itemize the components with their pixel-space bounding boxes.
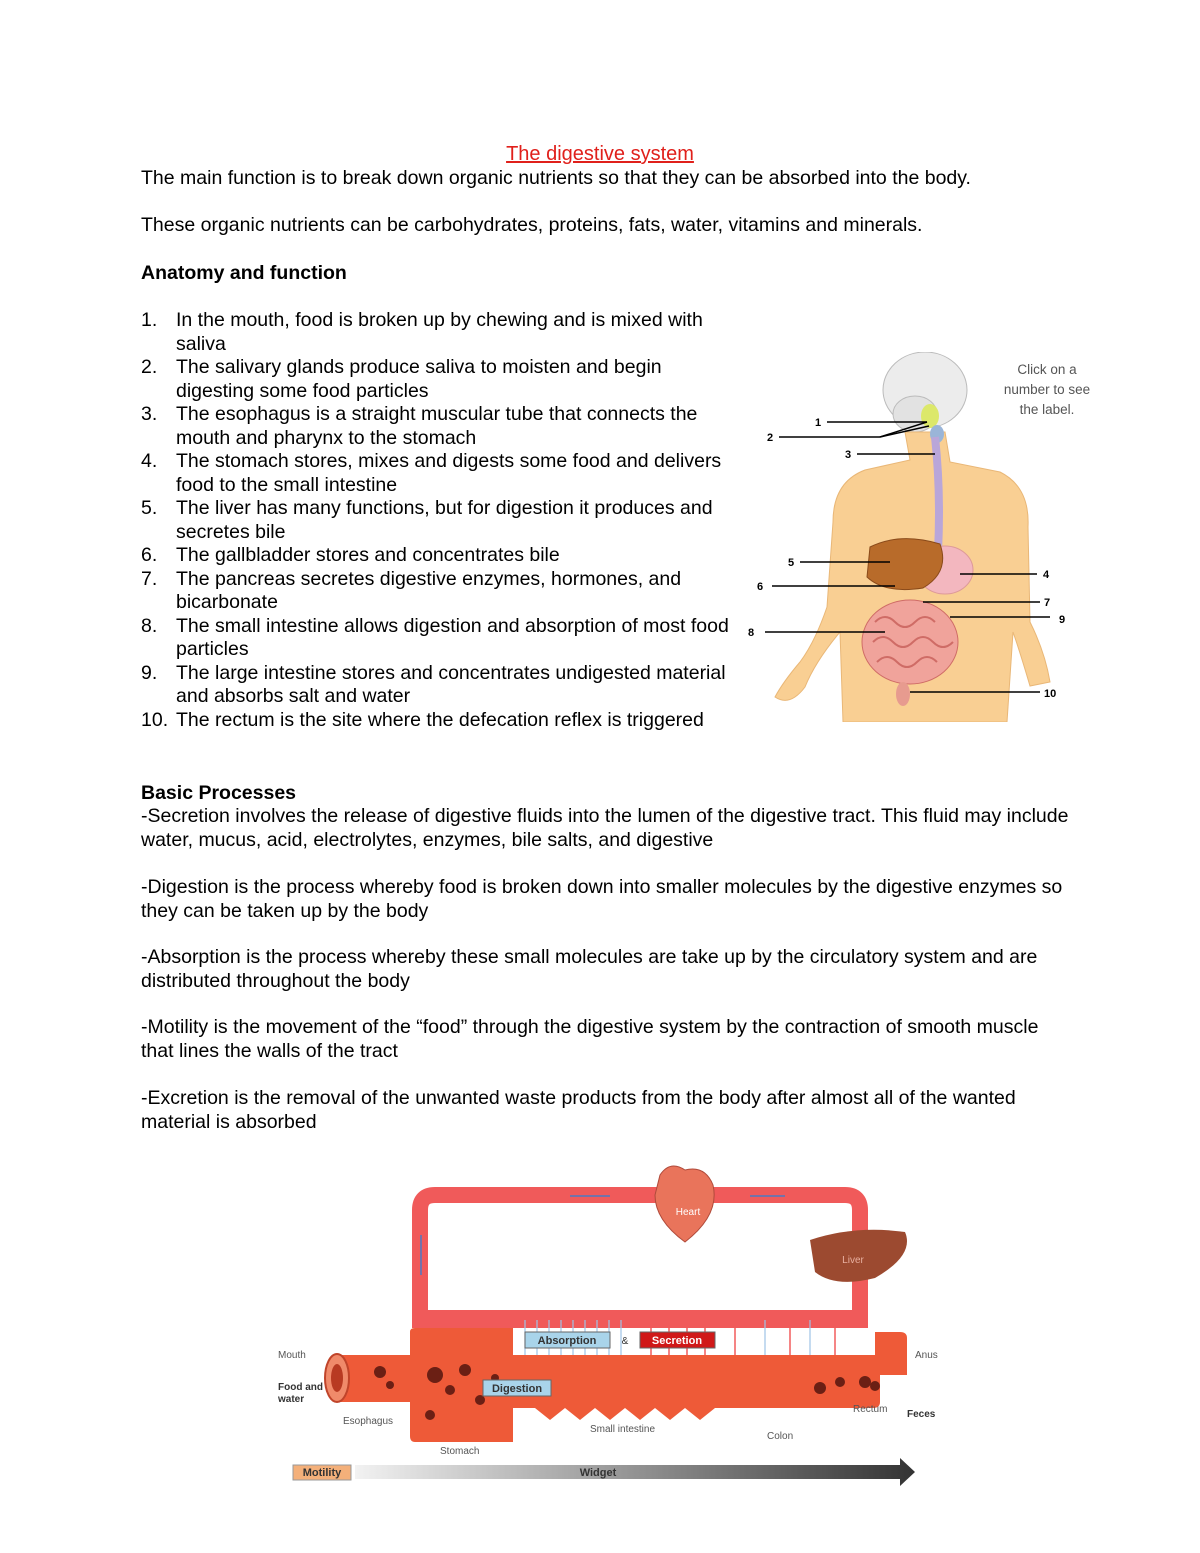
diagram-label-3[interactable]: 3 (845, 449, 852, 461)
process-excretion: -Excretion is the removal of the unwanted waste products from the body after almost all of the wanted material is absorbed (141, 1087, 1016, 1133)
heart-label: Heart (675, 1207, 701, 1218)
diagram-label-2[interactable]: 2 (767, 432, 774, 444)
page-title: The digestive system (506, 143, 694, 165)
motility-arrow (355, 1458, 915, 1486)
stomach-label: Stomach (440, 1446, 480, 1457)
digestive-process-diagram (275, 1160, 950, 1490)
list-item: 2. The salivary glands produce saliva to moisten and begin digesting some food particles (141, 356, 662, 402)
process-secretion: -Secretion involves the release of digestive fluids into the lumen of the digestive tract. This fluid may include water, mucus, acid, electrolytes, enzymes, bile salts, and digestive (141, 805, 1069, 851)
intro-line-1: The main function is to break down organic nutrients so that they can be absorbed into the body. (141, 167, 971, 189)
diagram-label-1[interactable]: 1 (815, 417, 822, 429)
mouth-label: Mouth (278, 1350, 306, 1361)
processes-heading: Basic Processes (141, 782, 297, 804)
list-item: 5. The liver has many functions, but for digestion it produces and secretes bile (141, 497, 713, 543)
digestion-label: Digestion (491, 1383, 543, 1395)
list-item: 4. The stomach stores, mixes and digests some food and delivers food to the small intestine (141, 450, 722, 496)
list-item: 10. The rectum is the site where the defecation reflex is triggered (141, 708, 704, 731)
rectum-label: Rectum (853, 1404, 888, 1415)
anus-label: Anus (915, 1350, 938, 1361)
ampersand-label: & (621, 1336, 629, 1347)
feces-label: Feces (907, 1409, 936, 1420)
food-water-label-2: water (278, 1394, 305, 1405)
salivary-gland-illustration (921, 404, 939, 428)
diagram-label-7[interactable]: 7 (1044, 597, 1051, 609)
heart-illustration (655, 1166, 714, 1242)
liver-illustration (810, 1230, 907, 1282)
list-item: 1. In the mouth, food is broken up by chewing and is mixed with saliva (141, 309, 703, 355)
diagram-label-5[interactable]: 5 (788, 557, 795, 569)
food-water-label-1: Food and (278, 1382, 323, 1393)
process-digestion: -Digestion is the process whereby food is broken down into smaller molecules by the digestive enzymes so they can be taken up by the body (141, 876, 1063, 922)
small-intestine-illustration (862, 600, 958, 684)
liver-illustration (867, 539, 943, 590)
diagram-instruction-line-3: the label. (1019, 402, 1075, 417)
diagram-instruction-line-2: number to see (1003, 382, 1091, 397)
esophagus-illustration (935, 437, 939, 552)
process-absorption: -Absorption is the process whereby these small molecules are take up by the circulatory system and are distributed throughout the body (141, 946, 1038, 992)
esophagus-label: Esophagus (343, 1416, 394, 1427)
motility-label: Motility (302, 1467, 342, 1479)
diagram-label-10[interactable]: 10 (1044, 688, 1057, 700)
diagram-label-8[interactable]: 8 (748, 627, 755, 639)
diagram-label-8-9[interactable]: 9 (1059, 614, 1066, 626)
absorption-label: Absorption (537, 1335, 597, 1347)
list-item: 9. The large intestine stores and concentrates undigested material and absorbs salt and water (141, 661, 726, 707)
anatomy-list (141, 309, 741, 732)
circulation-loop (412, 1195, 868, 1328)
colon-label: Colon (767, 1431, 794, 1442)
widget-label: Widget (579, 1467, 617, 1479)
diagram-label-4[interactable]: 4 (1043, 569, 1050, 581)
list-item: 3. The esophagus is a straight muscular tube that connects the mouth and pharynx to the stomach (141, 403, 698, 449)
body-anatomy-diagram (745, 352, 1115, 722)
secretion-label: Secretion (651, 1335, 703, 1347)
diagram-label-6[interactable]: 6 (757, 581, 764, 593)
liver-label: Liver (842, 1255, 864, 1266)
process-motility: -Motility is the movement of the “food” through the digestive system by the contraction of smooth muscle that lines the walls of the tract (141, 1016, 1039, 1062)
list-item: 6. The gallbladder stores and concentrates bile (141, 544, 560, 566)
small-intestine-label: Small intestine (590, 1424, 656, 1435)
diagram-instruction-line-1: Click on a (1017, 362, 1077, 377)
list-item: 8. The small intestine allows digestion and absorption of most food particles (141, 614, 729, 660)
flow-arrows (421, 1196, 785, 1275)
rectum-illustration (896, 682, 910, 706)
intro-line-2: These organic nutrients can be carbohydrates, proteins, fats, water, vitamins and minerals. (141, 214, 923, 236)
anatomy-heading: Anatomy and function (141, 262, 347, 284)
list-item: 7. The pancreas secretes digestive enzymes, hormones, and bicarbonate (141, 567, 682, 613)
